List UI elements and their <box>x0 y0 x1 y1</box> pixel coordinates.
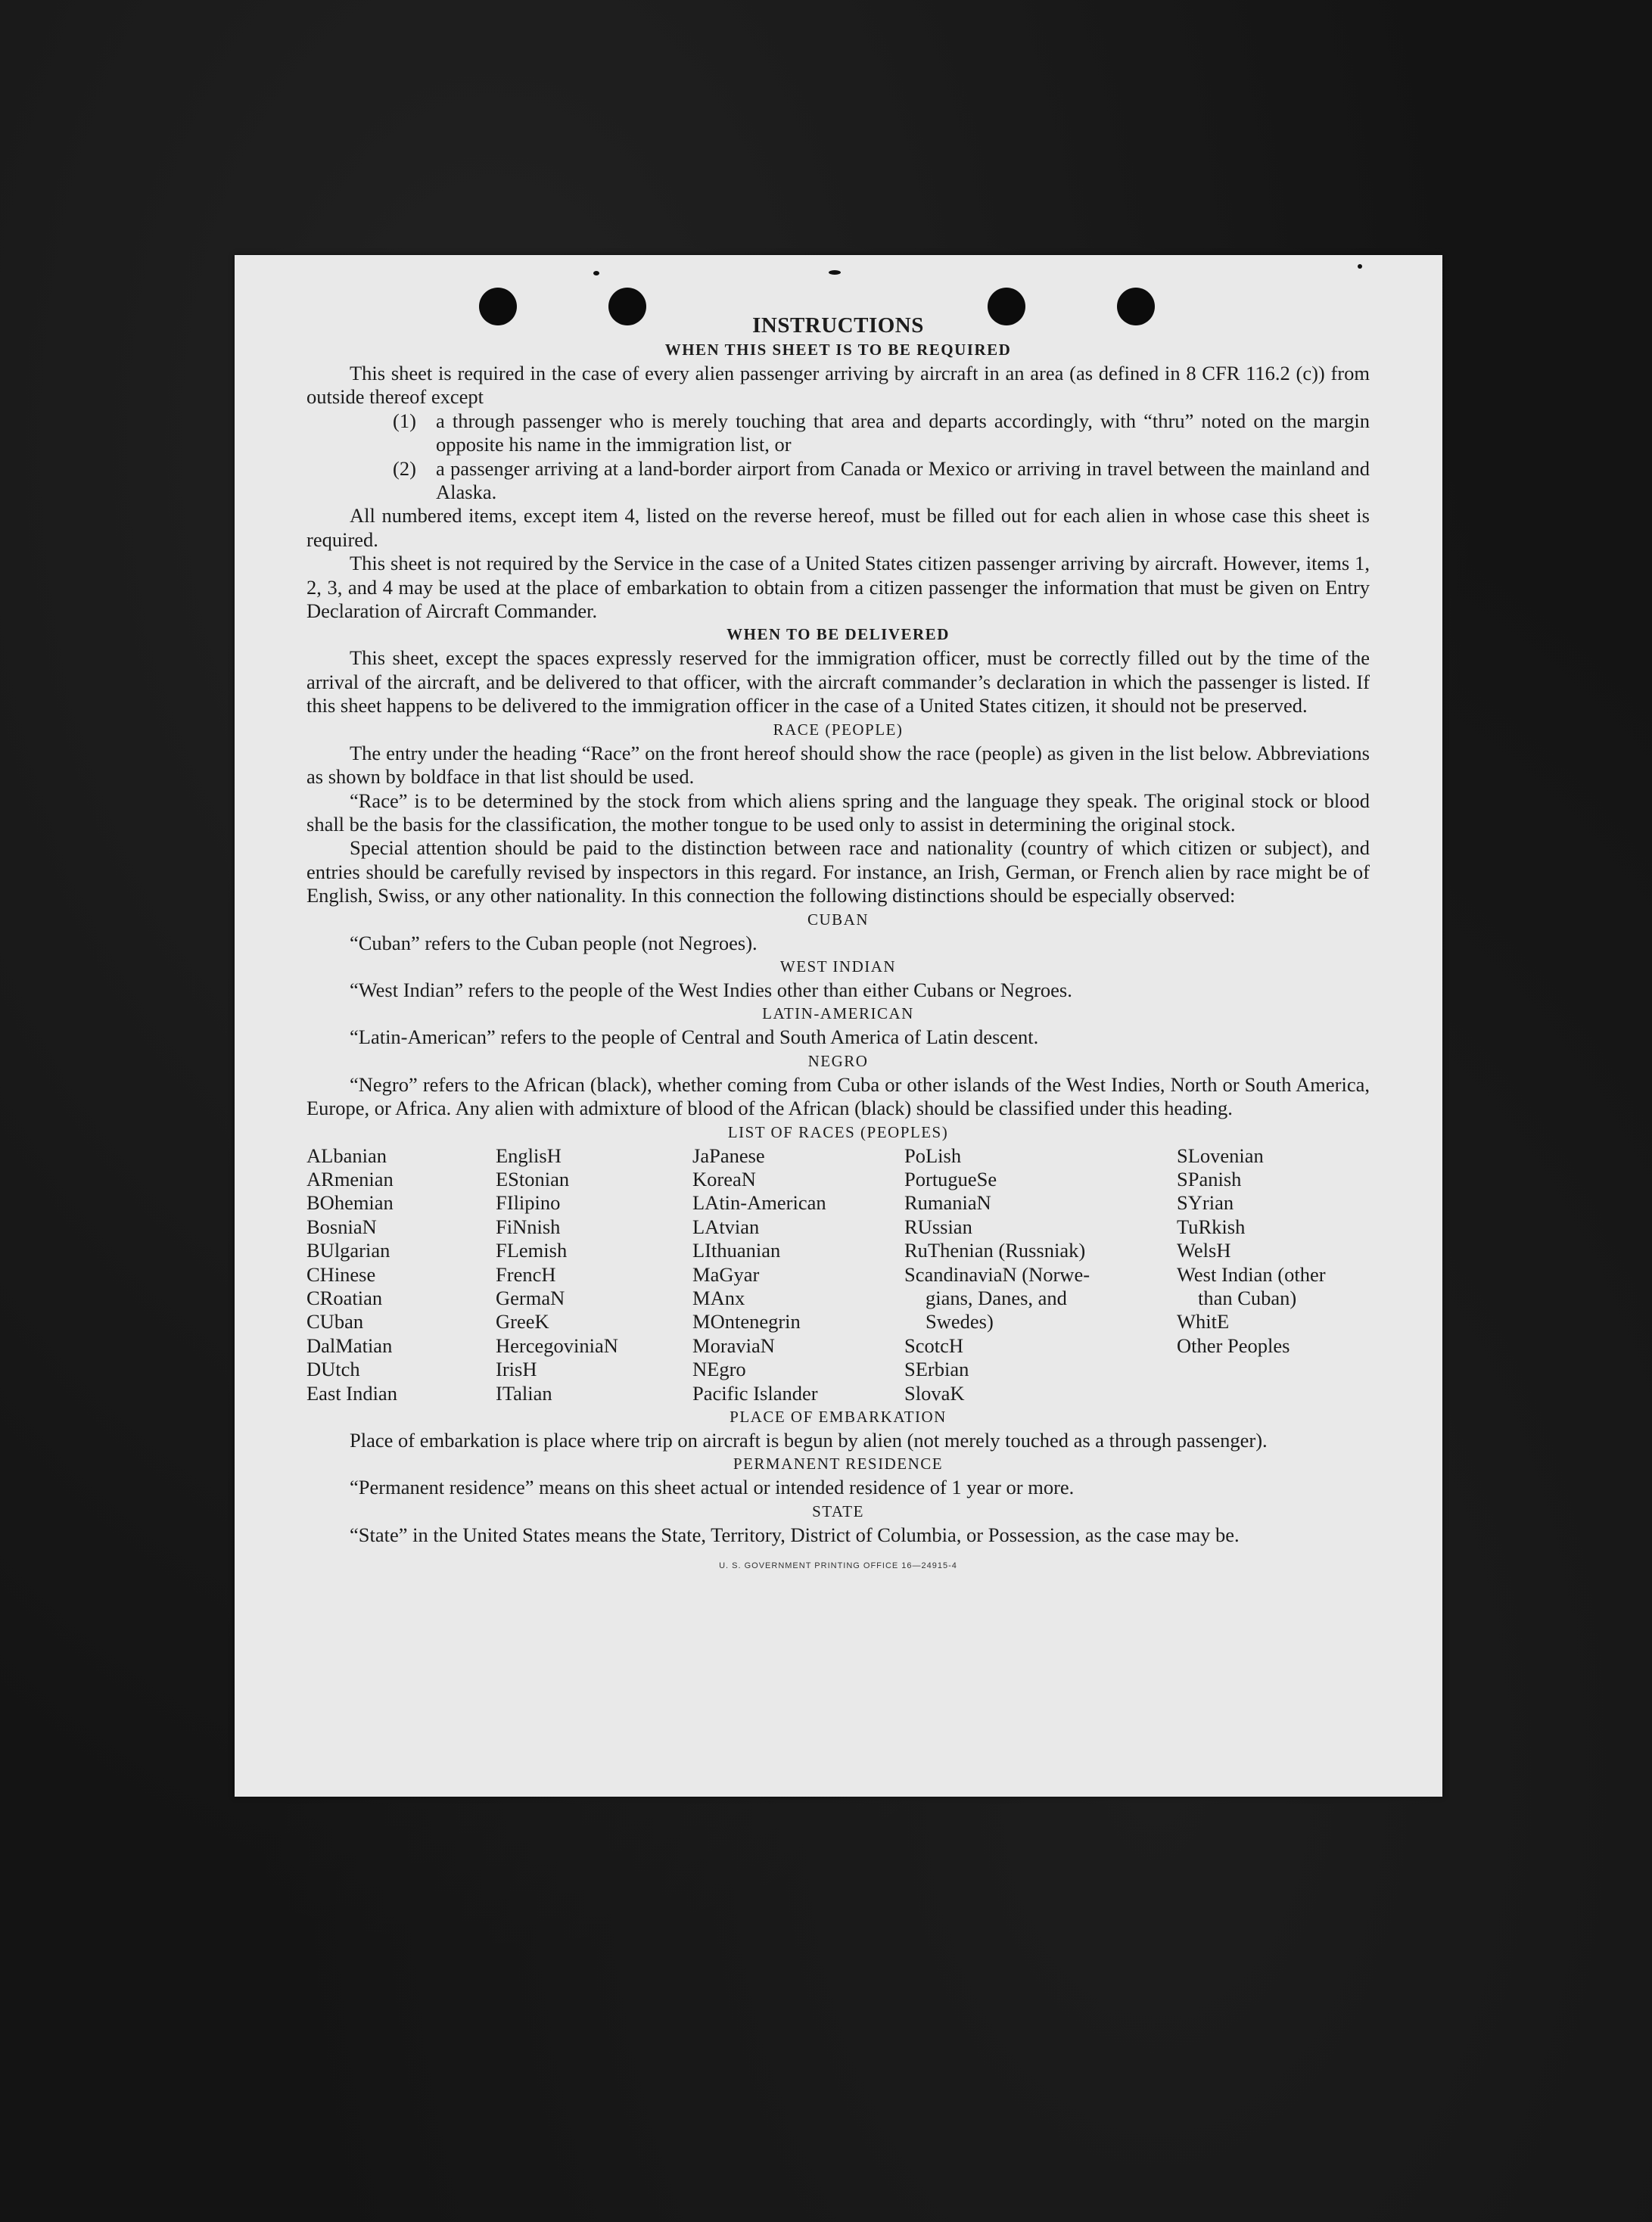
race-entry: WelsH <box>1177 1239 1231 1262</box>
sheet-content <box>306 313 1370 1579</box>
race-entry: WhitE <box>1177 1310 1230 1334</box>
section-heading: LIST OF RACES (PEOPLES) <box>727 1122 949 1141</box>
race-entry: PortugueSe <box>904 1167 997 1190</box>
paragraph: This sheet, except the spaces expressly reserved for the immigration officer, must be correctly filled out by the time of the arrival of the aircraft, and be delivered to that officer, with the aircraft commander’s declaration in which the passenger is listed. If this sheet happens to be delivered to the immigration officer in the case of a United States citizen, it should not be preserved. <box>306 646 1370 717</box>
item-text: a through passenger who is merely touching that area and departs accordingly, with “thru” noted on the margin opposite his name in the immigration list, or <box>436 409 1370 456</box>
race-entry: GermaN <box>496 1287 565 1309</box>
item-number: (1) <box>393 409 416 432</box>
race-column <box>306 1144 496 1405</box>
race-entry: SErbian <box>904 1358 969 1381</box>
race-list <box>306 1144 1370 1405</box>
race-entry: JaPanese <box>692 1144 765 1167</box>
section-heading: PLACE OF EMBARKATION <box>730 1408 947 1427</box>
race-entry: than Cuban) <box>1198 1287 1297 1309</box>
list-item <box>393 409 1370 457</box>
race-entry: RumaniaN <box>904 1191 991 1215</box>
paragraph: All numbered items, except item 4, listed on the reverse hereof, must be filled out for each alien in whose case this sheet is required. <box>306 504 1370 551</box>
race-entry: ALbanian <box>306 1144 387 1167</box>
race-entry: SYrian <box>1177 1191 1234 1215</box>
race-entry: KoreaN <box>692 1167 756 1190</box>
section-heading: WHEN TO BE DELIVERED <box>726 625 950 644</box>
paragraph: “Negro” refers to the African (black), whether coming from Cuba or other islands of the West Indies, North or South America, Europe, or Africa. Any alien with admixture of blood of the African (black) should be classified under this heading. <box>306 1072 1370 1120</box>
page-title: INSTRUCTIONS <box>752 313 924 338</box>
race-entry: MAnx <box>692 1287 745 1309</box>
paragraph: The entry under the heading “Race” on the front hereof should show the race (people) as given in the list below. Abbreviations as shown by boldface in that list should be used. <box>306 741 1370 789</box>
race-entry: Other Peoples <box>1177 1334 1290 1357</box>
section-heading: WEST INDIAN <box>779 957 897 976</box>
paragraph: “Permanent residence” means on this sheet actual or intended residence of 1 year or more. <box>350 1476 1075 1499</box>
race-entry: CHinese <box>306 1262 376 1286</box>
paragraph: “Latin-American” refers to the people of Central and South America of Latin descent. <box>350 1025 1039 1049</box>
race-entry: BosniaN <box>306 1215 377 1238</box>
race-column <box>692 1144 904 1405</box>
race-entry: TuRkish <box>1177 1215 1246 1238</box>
race-entry: NEgro <box>692 1358 746 1381</box>
race-entry: ScotcH <box>904 1334 964 1357</box>
printer-imprint: U. S. GOVERNMENT PRINTING OFFICE 16—24915-4 <box>719 1561 957 1571</box>
paragraph: “State” in the United States means the State, Territory, District of Columbia, or Possession, as the case may be. <box>350 1523 1240 1546</box>
section-heading: LATIN-AMERICAN <box>762 1004 914 1023</box>
paragraph: Special attention should be paid to the distinction between race and nationality (country of which citizen or subject), and entries should be carefully revised by inspectors in this regard. For instance, an Irish, German, or French alien by race might be of English, Swiss, or any other nationality. In this connection the following distinctions should be especially observed: <box>306 836 1370 907</box>
instruction-sheet <box>235 255 1442 1797</box>
item-number: (2) <box>393 456 416 480</box>
paragraph: This sheet is required in the case of every alien passenger arriving by aircraft in an area (as defined in 8 CFR 116.2 (c)) from outside thereof except <box>306 362 1370 409</box>
section-heading: CUBAN <box>807 910 869 929</box>
list-item <box>393 457 1370 505</box>
race-entry: MoraviaN <box>692 1334 775 1357</box>
race-entry: EStonian <box>496 1167 570 1190</box>
race-entry: FiNnish <box>496 1215 561 1238</box>
section-heading: RACE (PEOPLE) <box>773 720 904 739</box>
race-entry: SlovaK <box>904 1381 965 1405</box>
race-entry: IrisH <box>496 1358 537 1381</box>
race-entry: MaGyar <box>692 1262 760 1286</box>
section-heading: STATE <box>812 1502 864 1520</box>
race-entry: GreeK <box>496 1310 549 1334</box>
race-entry: ARmenian <box>306 1167 394 1190</box>
paragraph: “Race” is to be determined by the stock from which aliens spring and the language they speak. The original stock or blood shall be the basis for the classification, the mother tongue to be used only to assist in determining the original stock. <box>306 789 1370 836</box>
race-entry: PoLish <box>904 1144 962 1167</box>
race-entry: EnglisH <box>496 1144 562 1167</box>
race-entry: BOhemian <box>306 1191 394 1215</box>
race-entry: ITalian <box>496 1381 552 1405</box>
race-entry: FrencH <box>496 1262 556 1286</box>
race-entry: CUban <box>306 1310 364 1334</box>
race-entry: MOntenegrin <box>692 1310 801 1334</box>
race-entry: CRoatian <box>306 1287 383 1309</box>
race-column <box>904 1144 1177 1405</box>
race-entry: SLovenian <box>1177 1144 1264 1167</box>
race-entry: LAtvian <box>692 1215 760 1238</box>
race-entry: FIlipino <box>496 1191 561 1215</box>
race-entry: East Indian <box>306 1381 397 1405</box>
paragraph: This sheet is not required by the Service in the case of a United States citizen passenger arriving by aircraft. However, items 1, 2, 3, and 4 may be used at the place of embarkation to obtain from a citizen passenger the information that must be given on Entry Declaration of Aircraft Commander. <box>306 552 1370 623</box>
race-column <box>496 1144 692 1405</box>
race-entry: West Indian (other <box>1177 1262 1326 1286</box>
race-entry: gians, Danes, and <box>926 1287 1067 1309</box>
race-entry: RUssian <box>904 1215 972 1238</box>
race-entry: BUlgarian <box>306 1239 390 1262</box>
race-entry: LIthuanian <box>692 1239 781 1262</box>
section-heading: NEGRO <box>807 1051 869 1070</box>
race-entry: ScandinaviaN (Norwe- <box>904 1262 1090 1286</box>
paragraph: Place of embarkation is place where trip on aircraft is begun by alien (not merely touched as a through passenger). <box>350 1429 1268 1452</box>
race-column <box>1177 1144 1370 1405</box>
race-entry: Swedes) <box>926 1310 994 1334</box>
race-entry: HercegoviniaN <box>496 1334 618 1357</box>
race-entry: Pacific Islander <box>692 1381 818 1405</box>
race-entry: DalMatian <box>306 1334 393 1357</box>
race-entry: FLemish <box>496 1239 568 1262</box>
section-heading: PERMANENT RESIDENCE <box>733 1455 944 1474</box>
race-entry: SPanish <box>1177 1167 1242 1190</box>
section-heading: WHEN THIS SHEET IS TO BE REQUIRED <box>664 341 1012 359</box>
paragraph: “West Indian” refers to the people of the West Indies other than either Cubans or Negroes. <box>350 978 1072 1001</box>
race-entry: DUtch <box>306 1358 360 1381</box>
race-entry: RuThenian (Russniak) <box>904 1239 1086 1262</box>
race-entry: LAtin-American <box>692 1191 826 1215</box>
item-text: a passenger arriving at a land-border airport from Canada or Mexico or arriving in travel between the mainland and Alaska. <box>436 456 1370 504</box>
paragraph: “Cuban” refers to the Cuban people (not Negroes). <box>350 931 758 954</box>
